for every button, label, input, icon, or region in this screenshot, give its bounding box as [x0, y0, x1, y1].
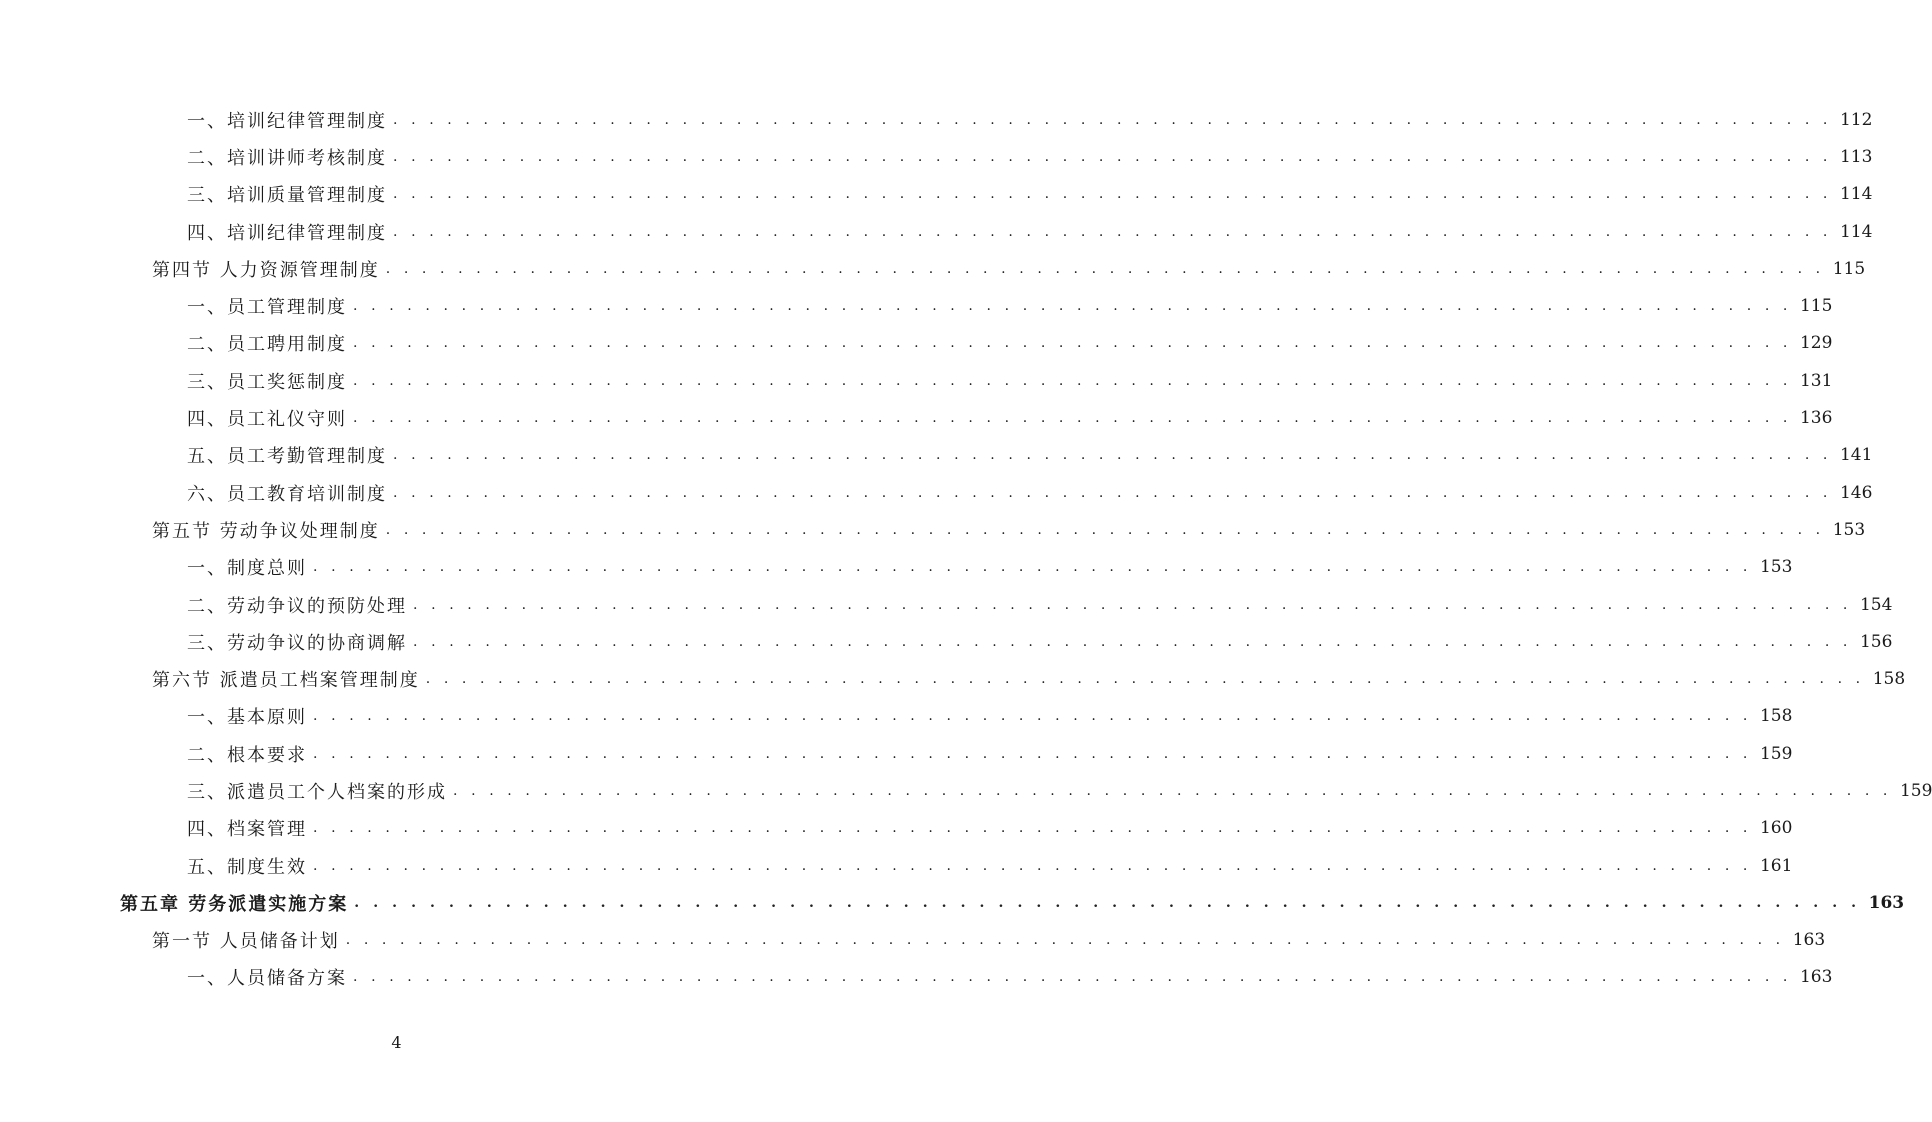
toc-entry-page: 136 — [1799, 408, 1833, 429]
toc-entry-title: 第四节 人力资源管理制度 — [152, 256, 386, 282]
toc-entry[interactable] — [0, 772, 1932, 809]
toc-entry[interactable] — [0, 660, 1906, 697]
toc-entry[interactable] — [0, 922, 1826, 959]
toc-entry-title: 四、员工礼仪守则 — [187, 405, 353, 431]
toc-entry-page: 161 — [1759, 855, 1793, 876]
toc-entry[interactable] — [0, 549, 1793, 586]
toc-leader-dots: . . . . . . . . . . . . . . . . . . . . . . . . . . . . . . . . . . . . . . . . . . . . . . . . . . . . . . . . . . . . . . . . . . . . . . . . . . . . . . . . — [453, 782, 1892, 799]
toc-entry[interactable] — [0, 474, 1873, 511]
toc-entry[interactable] — [0, 623, 1893, 660]
toc-entry[interactable] — [0, 362, 1833, 399]
toc-entry[interactable] — [0, 847, 1793, 884]
toc-leader-dots: . . . . . . . . . . . . . . . . . . . . . . . . . . . . . . . . . . . . . . . . . . . . . . . . . . . . . . . . . . . . . . . . . . . . . . . . . . . . . . . . — [313, 857, 1752, 874]
toc-entry-title: 五、员工考勤管理制度 — [187, 442, 393, 468]
toc-leader-dots: . . . . . . . . . . . . . . . . . . . . . . . . . . . . . . . . . . . . . . . . . . . . . . . . . . . . . . . . . . . . . . . . . . . . . . . . . . . . . . . . — [393, 447, 1832, 464]
toc-leader-dots: . . . . . . . . . . . . . . . . . . . . . . . . . . . . . . . . . . . . . . . . . . . . . . . . . . . . . . . . . . . . . . . . . . . . . . . . . . . . . . . . — [393, 111, 1832, 128]
toc-leader-dots: . . . . . . . . . . . . . . . . . . . . . . . . . . . . . . . . . . . . . . . . . . . . . . . . . . . . . . . . . . . . . . . . . . . . . . . . . . . . . . . . — [353, 969, 1792, 986]
table-of-contents — [0, 101, 1932, 996]
toc-leader-dots: . . . . . . . . . . . . . . . . . . . . . . . . . . . . . . . . . . . . . . . . . . . . . . . . . . . . . . . . . . . . . . . . . . . . . . . . . . . . . . . . — [393, 223, 1832, 240]
toc-leader-dots: . . . . . . . . . . . . . . . . . . . . . . . . . . . . . . . . . . . . . . . . . . . . . . . . . . . . . . . . . . . . . . . . . . . . . . . . . . . . . . . . — [313, 559, 1752, 576]
toc-leader-dots: . . . . . . . . . . . . . . . . . . . . . . . . . . . . . . . . . . . . . . . . . . . . . . . . . . . . . . . . . . . . . . . . . . . . . . . . . . . . . . . . — [425, 671, 1865, 688]
toc-entry-page: 114 — [1839, 184, 1873, 205]
toc-leader-dots: . . . . . . . . . . . . . . . . . . . . . . . . . . . . . . . . . . . . . . . . . . . . . . . . . . . . . . . . . . . . . . . . . . . . . . . . . . . . . . . . — [413, 633, 1852, 650]
toc-entry-page: 113 — [1839, 146, 1873, 167]
toc-entry[interactable] — [0, 511, 1866, 548]
toc-entry-page: 146 — [1839, 482, 1873, 503]
toc-leader-dots: . . . . . . . . . . . . . . . . . . . . . . . . . . . . . . . . . . . . . . . . . . . . . . . . . . . . . . . . . . . . . . . . . . . . . . . . . . . . . . . . — [345, 932, 1785, 949]
toc-leader-dots: . . . . . . . . . . . . . . . . . . . . . . . . . . . . . . . . . . . . . . . . . . . . . . . . . . . . . . . . . . . . . . . . . . . . . . . . . . . . . . . . — [385, 521, 1825, 538]
toc-leader-dots: . . . . . . . . . . . . . . . . . . . . . . . . . . . . . . . . . . . . . . . . . . . . . . . . . . . . . . . . . . . . . . . . . . . . . . . . . . . . . . . . — [385, 260, 1825, 277]
toc-leader-dots: . . . . . . . . . . . . . . . . . . . . . . . . . . . . . . . . . . . . . . . . . . . . . . . . . . . . . . . . . . . . . . . . . . . . . . . . . . . . . . . . — [313, 745, 1752, 762]
toc-leader-dots: . . . . . . . . . . . . . . . . . . . . . . . . . . . . . . . . . . . . . . . . . . . . . . . . . . . . . . . . . . . . . . . . . . . . . . . . . . . . . . . . — [353, 410, 1792, 427]
page-number: 4 — [391, 1033, 402, 1052]
toc-entry-title: 一、人员储备方案 — [187, 964, 353, 990]
toc-entry[interactable] — [0, 884, 1905, 921]
toc-entry-page: 115 — [1799, 296, 1833, 317]
toc-entry-title: 第六节 派遣员工档案管理制度 — [152, 666, 426, 692]
toc-entry-title: 第一节 人员储备计划 — [152, 927, 346, 953]
toc-leader-dots: . . . . . . . . . . . . . . . . . . . . . . . . . . . . . . . . . . . . . . . . . . . . . . . . . . . . . . . . . . . . . . . . . . . . . . . . . . . . . . . . — [313, 708, 1752, 725]
toc-entry[interactable] — [0, 810, 1793, 847]
toc-leader-dots: . . . . . . . . . . . . . . . . . . . . . . . . . . . . . . . . . . . . . . . . . . . . . . . . . . . . . . . . . . . . . . . . . . . . . . . . . . . . . . . . — [313, 820, 1752, 837]
toc-entry-title: 第五节 劳动争议处理制度 — [152, 517, 386, 543]
toc-entry-page: 159 — [1759, 743, 1793, 764]
toc-entry[interactable] — [0, 250, 1866, 287]
toc-leader-dots: . . . . . . . . . . . . . . . . . . . . . . . . . . . . . . . . . . . . . . . . . . . . . . . . . . . . . . . . . . . . . . . . . . . . . . . . . . . . . . . . — [353, 372, 1792, 389]
toc-entry-title: 二、培训讲师考核制度 — [187, 144, 393, 170]
toc-entry-page: 153 — [1759, 557, 1793, 578]
toc-leader-dots: . . . . . . . . . . . . . . . . . . . . . . . . . . . . . . . . . . . . . . . . . . . . . . . . . . . . . . . . . . . . . . . . . . . . . . . . . . . . . . . . — [353, 298, 1792, 315]
toc-entry-title: 二、员工聘用制度 — [187, 330, 353, 356]
toc-entry-title: 一、员工管理制度 — [187, 293, 353, 319]
toc-entry-title: 二、根本要求 — [187, 741, 313, 767]
toc-entry-page: 163 — [1799, 967, 1833, 988]
toc-entry-page: 154 — [1859, 594, 1893, 615]
toc-entry-title: 四、档案管理 — [187, 815, 313, 841]
toc-leader-dots: . . . . . . . . . . . . . . . . . . . . . . . . . . . . . . . . . . . . . . . . . . . . . . . . . . . . . . . . . . . . . . . . . . . . . . . . . . . . . . . . — [393, 484, 1832, 501]
toc-entry-page: 114 — [1839, 221, 1873, 242]
toc-entry[interactable] — [0, 735, 1793, 772]
toc-entry-page: 156 — [1859, 631, 1893, 652]
toc-entry-title: 六、员工教育培训制度 — [187, 480, 393, 506]
toc-entry-title: 三、劳动争议的协商调解 — [187, 629, 413, 655]
toc-entry-title: 第五章 劳务派遣实施方案 — [120, 890, 354, 916]
toc-entry[interactable] — [0, 586, 1893, 623]
toc-entry[interactable] — [0, 176, 1873, 213]
toc-entry-page: 158 — [1872, 669, 1906, 690]
toc-entry-title: 五、制度生效 — [187, 853, 313, 879]
toc-entry[interactable] — [0, 287, 1833, 324]
toc-entry-title: 四、培训纪律管理制度 — [187, 219, 393, 245]
toc-leader-dots: . . . . . . . . . . . . . . . . . . . . . . . . . . . . . . . . . . . . . . . . . . . . . . . . . . . . . . . . . . . . . . . . . . . . . . . . . . . . . . . . — [413, 596, 1852, 613]
toc-leader-dots: . . . . . . . . . . . . . . . . . . . . . . . . . . . . . . . . . . . . . . . . . . . . . . . . . . . . . . . . . . . . . . . . . . . . . . . . . . . . . . . . — [353, 335, 1792, 352]
toc-entry-page: 163 — [1868, 892, 1905, 913]
toc-entry-title: 二、劳动争议的预防处理 — [187, 592, 413, 618]
toc-entry-title: 三、员工奖惩制度 — [187, 368, 353, 394]
toc-entry-page: 163 — [1792, 930, 1826, 951]
toc-leader-dots: . . . . . . . . . . . . . . . . . . . . . . . . . . . . . . . . . . . . . . . . . . . . . . . . . . . . . . . . . . . . . . . . . . . . . . . . . . . . . . . . — [393, 186, 1832, 203]
toc-entry-page: 160 — [1759, 818, 1793, 839]
toc-entry-page: 115 — [1832, 258, 1866, 279]
toc-leader-dots: . . . . . . . . . . . . . . . . . . . . . . . . . . . . . . . . . . . . . . . . . . . . . . . . . . . . . . . . . . . . . . . . . . . . . . . . . . . . . . . . — [354, 894, 1861, 911]
toc-entry[interactable] — [0, 325, 1833, 362]
toc-entry-title: 三、派遣员工个人档案的形成 — [187, 778, 453, 804]
toc-entry-page: 129 — [1799, 333, 1833, 354]
toc-entry[interactable] — [0, 213, 1873, 250]
toc-entry[interactable] — [0, 437, 1873, 474]
toc-entry[interactable] — [0, 138, 1873, 175]
toc-entry-title: 一、基本原则 — [187, 703, 313, 729]
toc-entry[interactable] — [0, 698, 1793, 735]
toc-entry-page: 112 — [1839, 109, 1873, 130]
toc-entry-page: 159 — [1899, 780, 1932, 801]
toc-entry-title: 一、制度总则 — [187, 554, 313, 580]
toc-entry-page: 153 — [1832, 519, 1866, 540]
toc-leader-dots: . . . . . . . . . . . . . . . . . . . . . . . . . . . . . . . . . . . . . . . . . . . . . . . . . . . . . . . . . . . . . . . . . . . . . . . . . . . . . . . . — [393, 148, 1832, 165]
toc-entry-page: 141 — [1839, 445, 1873, 466]
toc-entry-page: 131 — [1799, 370, 1833, 391]
toc-entry[interactable] — [0, 959, 1833, 996]
toc-entry-title: 一、培训纪律管理制度 — [187, 107, 393, 133]
toc-entry[interactable] — [0, 101, 1873, 138]
toc-entry-page: 158 — [1759, 706, 1793, 727]
toc-entry[interactable] — [0, 399, 1833, 436]
toc-entry-title: 三、培训质量管理制度 — [187, 181, 393, 207]
